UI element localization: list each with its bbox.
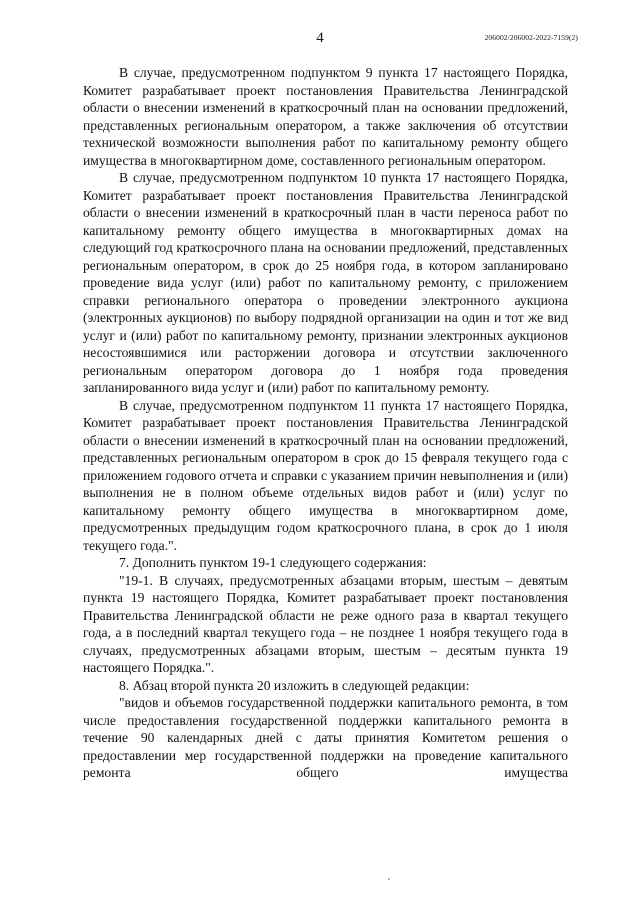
paragraph-item-7: 7. Дополнить пунктом 19-1 следующего содержания:	[119, 555, 427, 570]
paragraph-item-8: 8. Абзац второй пункта 20 изложить в следующей редакции:	[119, 677, 470, 693]
paragraph-subpoint-10: В случае, предусмотренном подпунктом 10 пункта 17 настоящего Порядка, Комитет разрабатывает проект постановления Правительства Ленинградской области о внесении изменений в краткосрочный план в части переноса работ по капитальному ремонту общего имущества в многоквартирных домах на следующий год краткосрочного плана на основании предложений, представленных региональным оператором, в срок до 25 ноября года, в котором запланировано проведение вида услуг (или) работ по капитальному ремонту, с приложением справки регионального оператора о проведении электронного аукциона (электронных аукционов) по выбору подрядной организации на один и тот же вид услуг и (или) работ по капитальному ремонту, признании электронных аукционов несостоявшимися или расторжении договора и отсутствии заключенного региональным оператором договора до 1 ноября года проведения запланированного вида услуг и (или) работ по капитальному ремонту.	[83, 170, 568, 395]
paragraph-item-20-text: "видов и объемов государственной поддержки капитального ремонта, в том числе предоставления государственной поддержки капитального ремонта в течение 90 календарных дней с даты принятия Комитетом решения о предоставлении мер государственной поддержки на проведение капитального ремонта общего имущества	[83, 695, 568, 780]
paragraph-subpoint-9: В случае, предусмотренном подпунктом 9 пункта 17 настоящего Порядка, Комитет разрабатывает проект постановления Правительства Ленинградской области о внесении изменений в краткосрочный план на основании предложений, представленных региональным оператором, а также заключения об отсутствии технической возможности выполнения работ по капитальному ремонту общего имущества в многоквартирном доме, составленного региональным оператором.	[83, 65, 568, 168]
document-registration-code: 206002/206002-2022-7159(2)	[484, 33, 578, 42]
scan-speck	[388, 878, 390, 880]
paragraph-item-19-1: "19-1. В случаях, предусмотренных абзацами вторым, шестым – девятым пункта 19 настоящего Порядка, Комитет разрабатывает проект постановления Правительства Ленинградской области не реже одного раза в квартал текущего года, а в последний квартал текущего года – не позднее 1 ноября текущего года в случаях, предусмотренных абзацами вторым, шестым – десятым пункта 19 настоящего Порядка.".	[83, 572, 568, 675]
document-body	[83, 64, 568, 782]
page-number: 4	[316, 30, 324, 46]
paragraph-subpoint-11: В случае, предусмотренном подпунктом 11 пункта 17 настоящего Порядка, Комитет разрабатывает проект постановления Правительства Ленинградской области о внесении изменений в краткосрочный план на основании предложений, представленных региональным оператором в срок до 15 февраля текущего года с приложением годового отчета и справки с указанием причин невыполнения и (или) выполнения не в полном объеме отдельных видов работ и (или) услуг по капитальному ремонту общего имущества в многоквартирном доме, предусмотренных предыдущим годом краткосрочного плана, в срок до 1 июля текущего года.".	[83, 397, 568, 553]
